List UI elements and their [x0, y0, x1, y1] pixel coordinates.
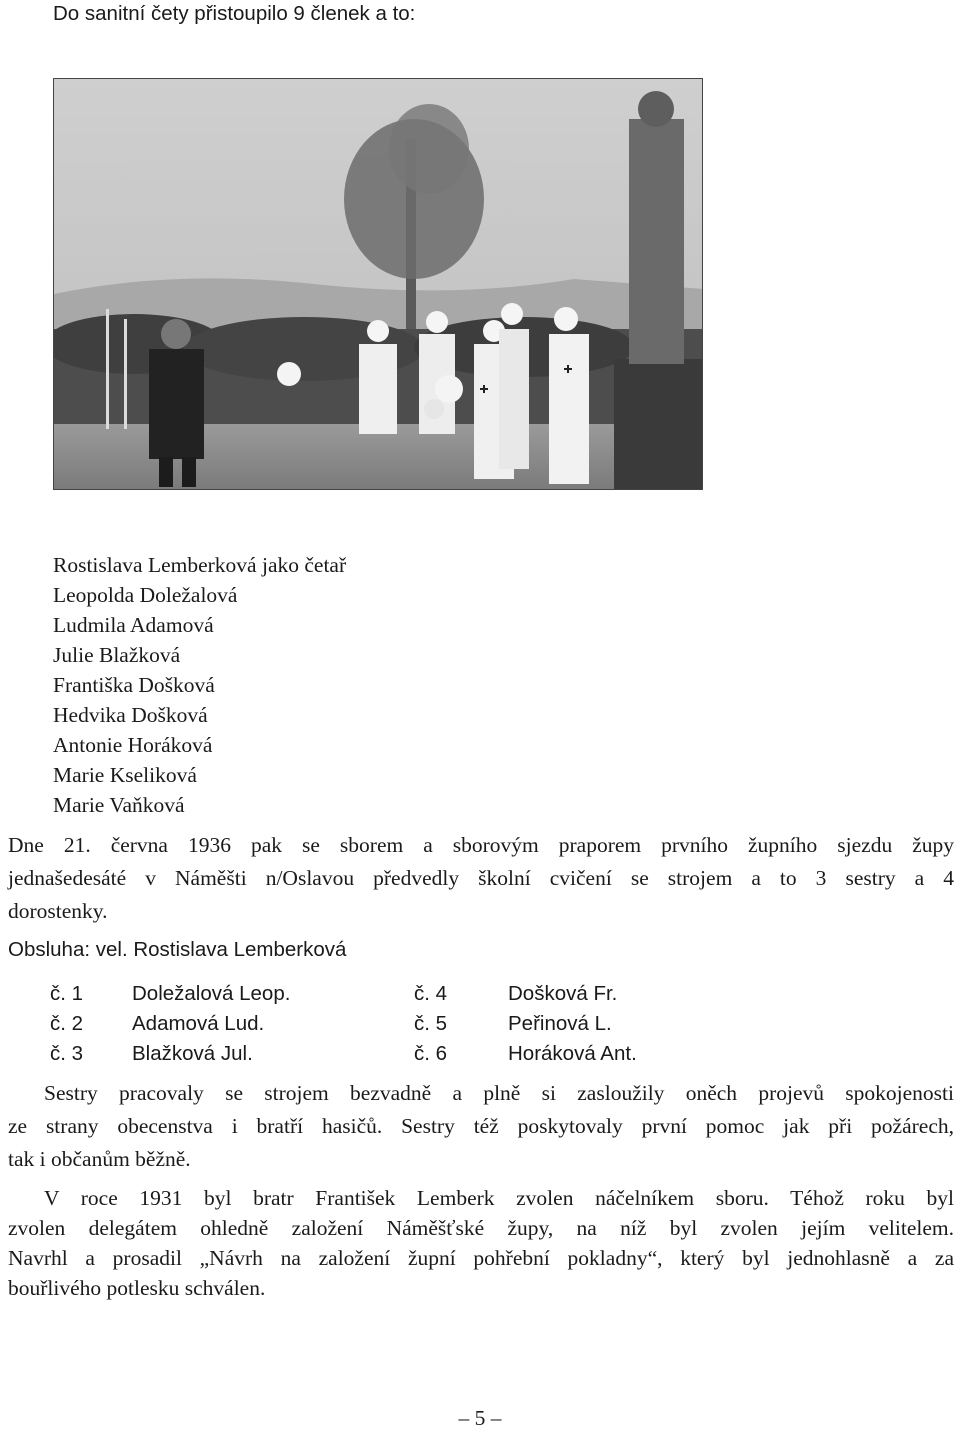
crew-num-6: č. 6: [414, 1042, 448, 1065]
paragraph-2-line-1: Sestry pracovaly se strojem bezvadně a plně si zasloužily oněch projevů spokojenosti: [44, 1081, 954, 1105]
historical-photo: [53, 78, 703, 490]
member-3: Ludmila Adamová: [53, 613, 214, 637]
crew-name-6: Horáková Ant.: [508, 1042, 637, 1065]
paragraph-1-line-1: Dne 21. června 1936 pak se sborem a sborovým praporem prvního župního sjezdu župy: [8, 833, 954, 857]
crew-name-4: Došková Fr.: [508, 982, 618, 1005]
crew-name-1: Doležalová Leop.: [132, 982, 291, 1005]
paragraph-3-line-2: zvolen delegátem ohledně založení Náměšťské župy, na níž byl zvolen jejím velitelem.: [8, 1216, 954, 1240]
crew-num-5: č. 5: [414, 1012, 448, 1035]
crew-name-2: Adamová Lud.: [132, 1012, 265, 1035]
member-6: Hedvika Došková: [53, 703, 208, 727]
paragraph-2-line-2: ze strany obecenstva i bratří hasičů. Sestry též poskytovaly první pomoc jak při požárech,: [8, 1114, 954, 1138]
member-7: Antonie Horáková: [53, 733, 213, 757]
paragraph-1-line-2: jednašedesáté v Náměšti n/Oslavou předvedly školní cvičení se strojem a to 3 sestry a 4: [8, 866, 954, 890]
paragraph-2-line-3: tak i občanům běžně.: [8, 1147, 191, 1171]
intro-line: Do sanitní čety přistoupilo 9 členek a to:: [53, 2, 416, 25]
crew-num-2: č. 2: [50, 1012, 84, 1035]
paragraph-1-line-3: dorostenky.: [8, 899, 108, 923]
crew-num-3: č. 3: [50, 1042, 84, 1065]
crew-num-4: č. 4: [414, 982, 448, 1005]
member-8: Marie Kseliková: [53, 763, 197, 787]
paragraph-3-line-3: Navrhl a prosadil „Návrh na založení župní pohřební pokladny“, který byl jednohlasně a za: [8, 1246, 954, 1270]
page-number: – 5 –: [458, 1406, 502, 1430]
crew-num-1: č. 1: [50, 982, 84, 1005]
obsluha-line: Obsluha: vel. Rostislava Lemberková: [8, 938, 347, 961]
member-1: Rostislava Lemberková jako četař: [53, 553, 347, 577]
paragraph-3-line-4: bouřlivého potlesku schválen.: [8, 1276, 266, 1300]
member-5: Františka Došková: [53, 673, 215, 697]
crew-name-5: Peřinová L.: [508, 1012, 612, 1035]
paragraph-3-line-1: V roce 1931 byl bratr František Lemberk zvolen náčelníkem sboru. Téhož roku byl: [44, 1186, 954, 1210]
member-4: Julie Blažková: [53, 643, 181, 667]
member-9: Marie Vaňková: [53, 793, 185, 817]
member-2: Leopolda Doležalová: [53, 583, 238, 607]
crew-name-3: Blažková Jul.: [132, 1042, 253, 1065]
